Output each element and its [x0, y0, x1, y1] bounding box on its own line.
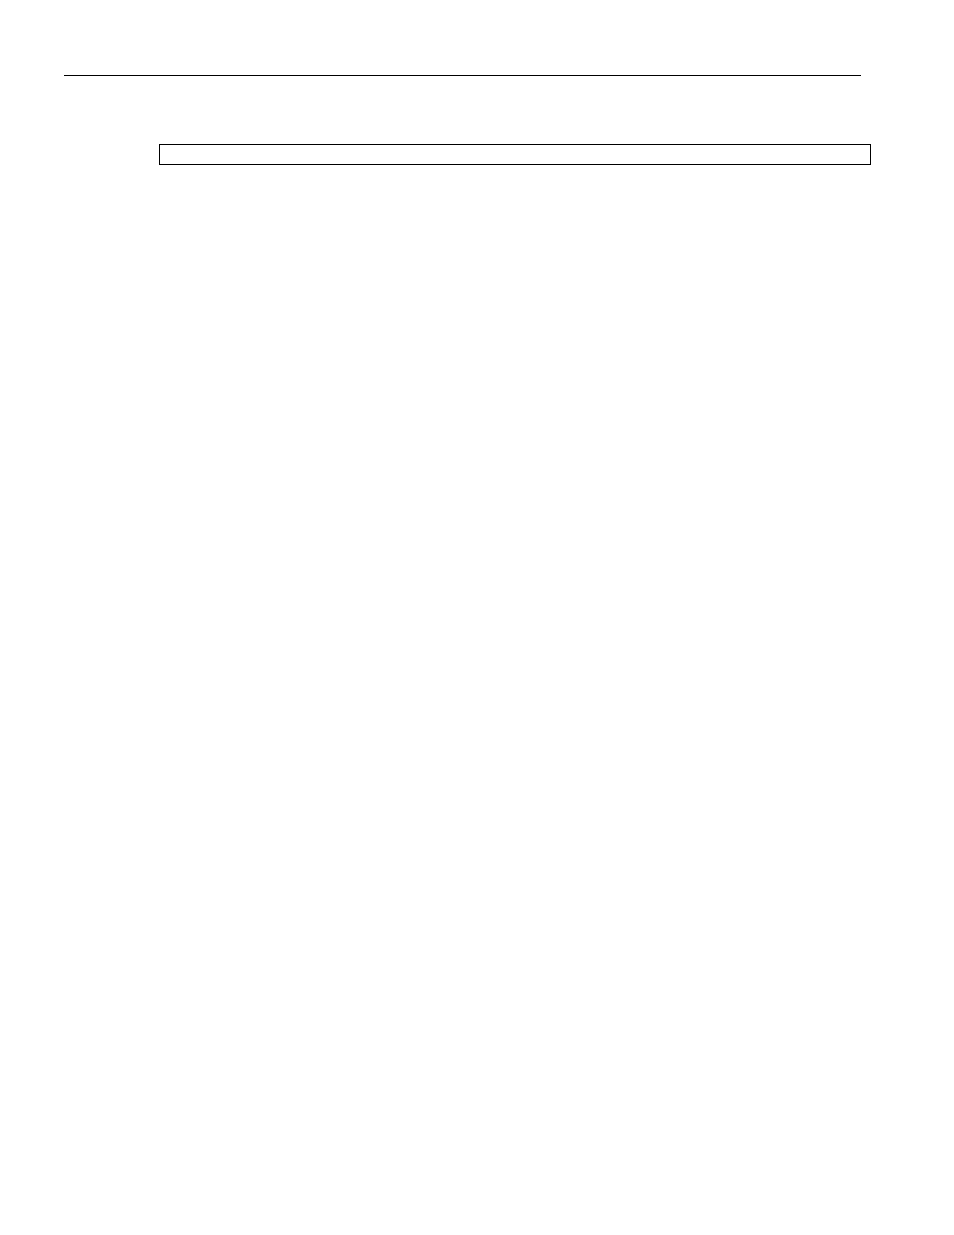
register-bit-box	[159, 144, 871, 165]
header-divider	[64, 75, 861, 76]
